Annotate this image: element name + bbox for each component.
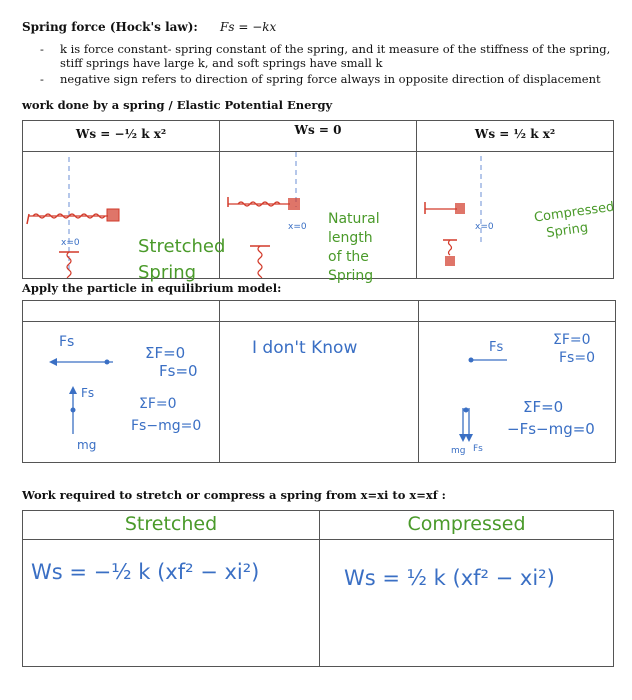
work-cell-stretched [23, 540, 320, 667]
header-compressed-formula: Ws = ½ k x² [417, 121, 614, 152]
eq-line: Fs−mg=0 [131, 418, 202, 434]
x0-label: x=0 [61, 238, 80, 248]
mg-label: mg [77, 438, 97, 452]
header-stretched-formula: Ws = −½ k x² [23, 121, 220, 152]
work-header-stretched: Stretched [23, 511, 320, 540]
bullet-item: - negative sign refers to direction of spring force always in opposite direction of displacement [40, 72, 615, 86]
eq-header-empty [419, 301, 616, 322]
eq-header-empty [23, 301, 220, 322]
mg-label: mg [451, 446, 466, 456]
eq-cell-natural [220, 322, 419, 463]
hookes-law-equation: Fs = −kx [220, 20, 277, 34]
eq-line: Fs=0 [159, 362, 198, 380]
eq-cell-compressed [419, 322, 616, 463]
eq-line: −Fs−mg=0 [507, 420, 595, 438]
natural-spring-drawing [220, 152, 416, 278]
work-header-compressed: Compressed [320, 511, 614, 540]
eq-line: Fs=0 [559, 350, 595, 366]
sum-forces: ΣF=0 [139, 396, 177, 412]
stretched-cell [23, 152, 226, 283]
work-formula-compressed: Ws = ½ k (xf² − xi²) [344, 566, 555, 590]
fs-label: Fs [473, 444, 483, 454]
section2-title: Apply the particle in equilibrium model: [22, 281, 282, 295]
sum-forces: ΣF=0 [553, 332, 591, 348]
natural-cell [220, 152, 417, 284]
compressed-note: Compressed Spring [533, 199, 616, 242]
equilibrium-table [22, 300, 616, 463]
stretched-note: Stretched Spring [138, 236, 226, 283]
bullet-item: - k is force constant- spring constant of the spring, and it measure of the stiffness of the spring, stiff springs have large k, and soft springs have small k [40, 42, 615, 70]
hookes-law-title [22, 20, 276, 34]
header-natural-formula: Ws = 0 [220, 121, 417, 152]
hookes-law-label: Spring force (Hock's law): [22, 20, 198, 34]
eq-cell-stretched [23, 322, 220, 463]
fs-label: Fs [81, 386, 95, 400]
dont-know-note: I don't Know [252, 338, 358, 358]
sum-forces: ΣF=0 [145, 344, 186, 362]
compressed-cell [417, 152, 614, 279]
section3-title: Work required to stretch or compress a spring from x=xi to x=xf : [22, 488, 446, 502]
spring-table [22, 120, 616, 284]
work-formula-stretched: Ws = −½ k (xf² − xi²) [31, 560, 260, 584]
eq-stretched-drawing [23, 322, 219, 462]
fs-label: Fs [489, 340, 504, 355]
work-table [22, 510, 614, 667]
x0-label: x=0 [475, 222, 494, 232]
sum-forces: ΣF=0 [523, 398, 564, 416]
fs-label: Fs [59, 334, 75, 350]
eq-header-empty [220, 301, 419, 322]
section1-title: work done by a spring / Elastic Potential Energy [22, 98, 333, 112]
x0-label: x=0 [288, 222, 307, 232]
natural-note: Natural length of the Spring [328, 211, 380, 284]
work-cell-compressed [320, 540, 614, 667]
bullet-list [40, 42, 615, 88]
